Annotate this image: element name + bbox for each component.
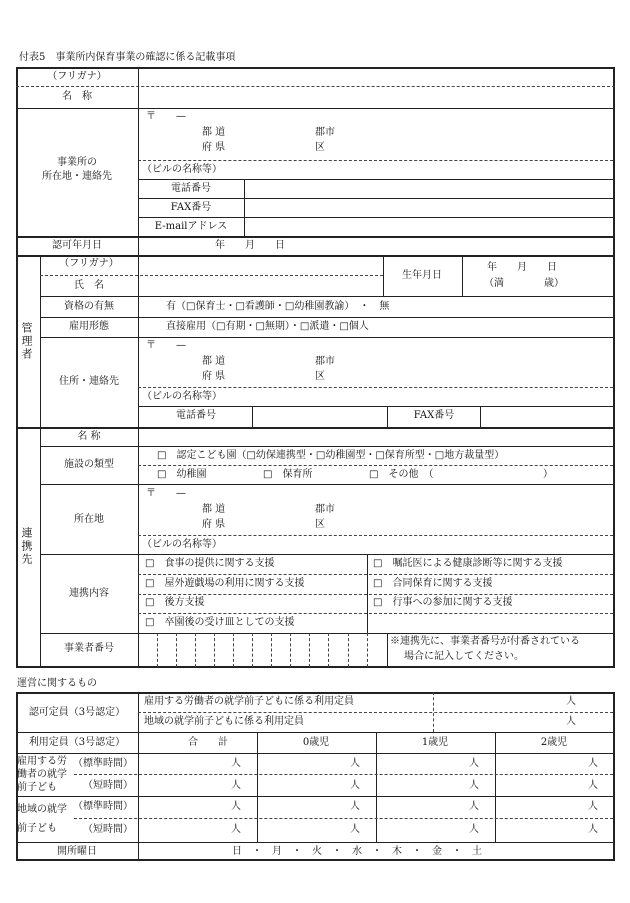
unit-cell: 人 xyxy=(350,801,360,812)
birth-date-line2: （満 歳） xyxy=(484,278,564,289)
approval-date-value: 年 月 日 xyxy=(215,240,285,251)
office-pref-top: 都 道 xyxy=(202,127,226,138)
opening-days-value: 日 ・ 月 ・ 火 ・ 水 ・ 木 ・ 金 ・ 土 xyxy=(232,846,482,857)
office-city-bottom: 区 xyxy=(315,142,325,153)
birth-date-label: 生年月日 xyxy=(402,270,442,281)
group-employees-line2: 働者の就学 xyxy=(17,769,67,780)
group-local-line1: 地域の就学 xyxy=(17,804,67,815)
partner-city-top: 郡市 xyxy=(315,504,335,515)
approval-date-label: 認可年月日 xyxy=(52,240,102,251)
partner-city-bottom: 区 xyxy=(315,519,325,530)
opening-days-label: 開所曜日 xyxy=(57,846,97,857)
unit-cell: 人 xyxy=(350,824,360,835)
group-employees-line1: 雇用する労 xyxy=(17,756,67,767)
unit-cell: 人 xyxy=(469,780,479,791)
local-standard-time: （標準時間） xyxy=(73,801,133,812)
business-number-note-1: ※連携先に、事業者番号が付番されている xyxy=(390,636,580,647)
employment-label: 雇用形態 xyxy=(69,321,109,332)
capacity-employees-label: 雇用する労働者の就学前子どもに係る利用定員 xyxy=(144,696,354,707)
unit-cell: 人 xyxy=(469,758,479,769)
facility-type-label: 施設の類型 xyxy=(64,459,114,470)
content-item-health-check: □ 嘱託医による健康診断等に関する支援 xyxy=(373,558,563,569)
manager-city-bottom: 区 xyxy=(315,371,325,382)
employees-short-time: （短時間） xyxy=(83,780,133,791)
business-number-label: 事業者番号 xyxy=(64,643,114,654)
employees-standard-time: （標準時間） xyxy=(73,758,133,769)
content-item-events: □ 行事への参加に関する支援 xyxy=(373,597,513,608)
unit-cell: 人 xyxy=(350,758,360,769)
group-local-line2: 前子ども xyxy=(17,823,57,834)
facility-type-kindergarten: □ 幼稚園 xyxy=(157,469,207,480)
capacity-local-label: 地域の就学前子どもに係る利用定員 xyxy=(144,716,304,727)
partner-postal-mark: 〒 — xyxy=(146,488,186,499)
column-age-2: 2歳児 xyxy=(540,737,568,748)
partner-location-label: 所在地 xyxy=(74,514,104,525)
manager-pref-top: 都 道 xyxy=(202,356,226,367)
manager-tel-label: 電話番号 xyxy=(176,410,216,421)
unit-cell: 人 xyxy=(231,801,241,812)
office-tel-label: 電話番号 xyxy=(171,183,211,194)
office-city-top: 郡市 xyxy=(315,127,335,138)
unit-cell: 人 xyxy=(588,758,598,769)
group-employees-line3: 前子ども xyxy=(17,782,57,793)
office-furigana-label: （フリガナ） xyxy=(47,71,107,82)
unit-cell: 人 xyxy=(350,780,360,791)
content-item-after-graduation: □ 卒園後の受け皿としての支援 xyxy=(145,617,295,628)
unit-cell: 人 xyxy=(469,824,479,835)
office-pref-bottom: 府 県 xyxy=(202,142,226,153)
office-building-label: （ビルの名称等） xyxy=(142,164,222,175)
unit-cell: 人 xyxy=(588,824,598,835)
approved-capacity-label: 認可定員（3号認定） xyxy=(28,707,126,718)
unit-cell: 人 xyxy=(231,824,241,835)
office-address-label-1: 事業所の xyxy=(57,157,97,168)
unit-cell: 人 xyxy=(231,780,241,791)
unit-cell: 人 xyxy=(469,801,479,812)
partner-pref-bottom: 府 県 xyxy=(202,519,226,530)
employment-value: 直接雇用（□有期・□無期）・□派遣・□個人 xyxy=(166,321,369,332)
office-fax-label: FAX番号 xyxy=(170,202,212,213)
partner-pref-top: 都 道 xyxy=(202,504,226,515)
birth-date-line1: 年 月 日 xyxy=(487,262,557,273)
column-total: 合 計 xyxy=(188,737,228,748)
operation-heading: 運営に関するもの xyxy=(17,678,97,689)
unit-cell: 人 xyxy=(231,758,241,769)
content-item-meal: □ 食事の提供に関する支援 xyxy=(145,558,275,569)
partner-section-label: 連携先 xyxy=(20,527,33,566)
qualification-label: 資格の有無 xyxy=(64,301,114,312)
content-item-joint-care: □ 合同保育に関する支援 xyxy=(373,578,493,589)
qualification-value: 有（□保育士・□看護師・□幼稚園教諭） ・ 無 xyxy=(166,301,390,312)
partner-building-label: （ビルの名称等） xyxy=(142,539,222,550)
column-age-1: 1歳児 xyxy=(421,737,449,748)
form-title: 付表5 事業所内保育事業の確認に係る記載事項 xyxy=(19,52,236,63)
facility-type-nursery: □ 保育所 xyxy=(263,469,313,480)
capacity-employees-unit: 人 xyxy=(566,696,576,707)
manager-building-label: （ビルの名称等） xyxy=(142,391,222,402)
manager-pref-bottom: 府 県 xyxy=(202,371,226,382)
usage-capacity-label: 利用定員（3号認定） xyxy=(28,737,126,748)
content-item-playground: □ 屋外遊戯場の利用に関する支援 xyxy=(145,578,305,589)
facility-type-other: □ その他 （ xyxy=(369,469,434,480)
business-number-note-2: 場合に記入してください。 xyxy=(404,651,524,662)
manager-section-label: 管理者 xyxy=(20,322,33,361)
manager-city-top: 郡市 xyxy=(315,356,335,367)
capacity-local-unit: 人 xyxy=(566,716,576,727)
unit-cell: 人 xyxy=(588,780,598,791)
content-item-backup: □ 後方支援 xyxy=(145,597,205,608)
unit-cell: 人 xyxy=(588,801,598,812)
partner-content-label: 連携内容 xyxy=(69,588,109,599)
manager-fax-label: FAX番号 xyxy=(413,410,455,421)
manager-name-label: 氏 名 xyxy=(74,280,104,291)
manager-address-label: 住所・連絡先 xyxy=(59,376,119,387)
manager-furigana-label: （フリガナ） xyxy=(59,258,119,269)
facility-type-line1: □ 認定こども園（□幼保連携型・□幼稚園型・□保育所型・□地方裁量型） xyxy=(157,450,505,461)
partner-name-label: 名 称 xyxy=(77,431,101,442)
facility-type-other-close: ） xyxy=(543,469,553,480)
office-name-label: 名 称 xyxy=(62,91,92,102)
local-short-time: （短時間） xyxy=(83,824,133,835)
manager-postal-mark: 〒 — xyxy=(146,340,186,351)
office-postal-mark: 〒 — xyxy=(146,111,186,122)
office-address-label-2: 所在地・連絡先 xyxy=(42,171,112,182)
office-email-label: E-mailアドレス xyxy=(154,221,228,232)
column-age-0: 0歳児 xyxy=(302,737,330,748)
